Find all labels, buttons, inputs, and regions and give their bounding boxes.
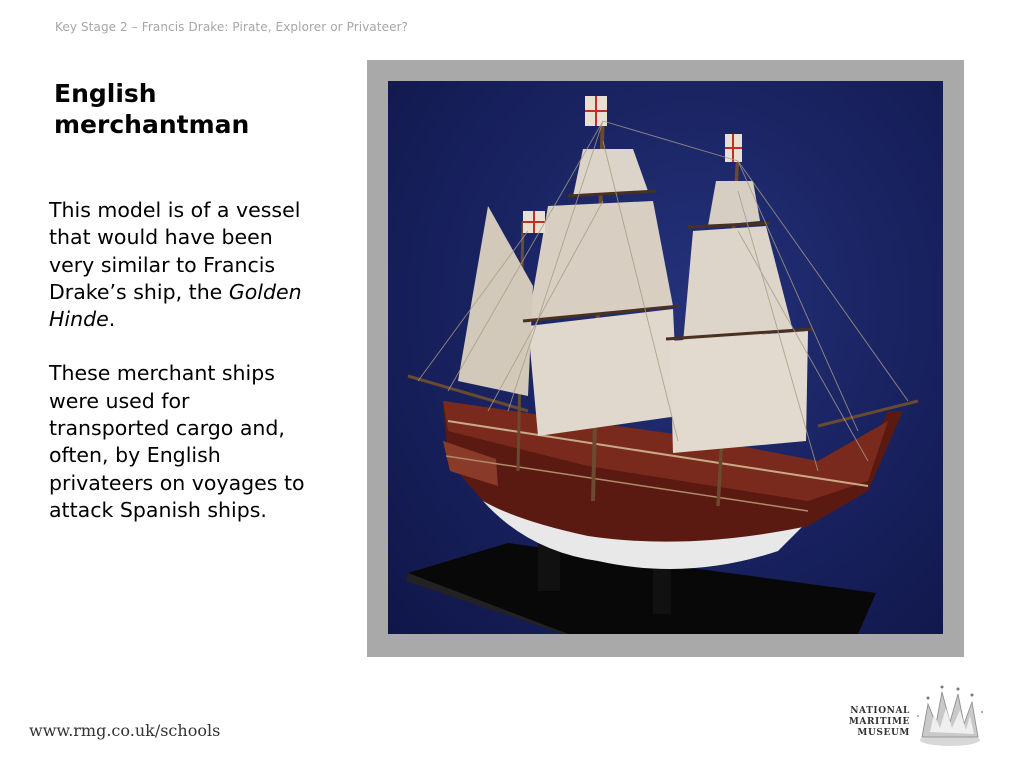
logo-line-2: MARITIME: [848, 717, 910, 727]
national-maritime-museum-logo: [846, 682, 996, 752]
title-line-2: merchantman: [54, 110, 250, 139]
logo-line-3: MUSEUM: [857, 728, 910, 738]
paragraph-1-text: This model is of a vessel that would have been very similar to Francis Drake’s ship, the: [49, 198, 301, 304]
logo-text: [846, 706, 910, 739]
paragraph-2: These merchant ships were used for transported cargo and, often, by English privateers on voyages to attack Spanish ships.: [49, 361, 305, 522]
course-header: Key Stage 2 – Francis Drake: Pirate, Explorer or Privateer?: [55, 20, 409, 34]
photo-frame: [367, 60, 964, 657]
slide-title: [54, 78, 354, 140]
paragraph-1-end: .: [108, 307, 116, 332]
logo-line-1: NATIONAL: [850, 706, 910, 716]
footer-url: www.rmg.co.uk/schools: [29, 721, 221, 740]
ship-name: Golden Hinde: [49, 279, 302, 332]
crown-splash-icon: [912, 682, 992, 752]
title-line-1: English: [54, 79, 157, 108]
ship-model-illustration: [388, 81, 943, 634]
paragraph-1: [49, 197, 311, 333]
ship-model-photo: [388, 81, 943, 634]
slide-body: [49, 197, 311, 551]
